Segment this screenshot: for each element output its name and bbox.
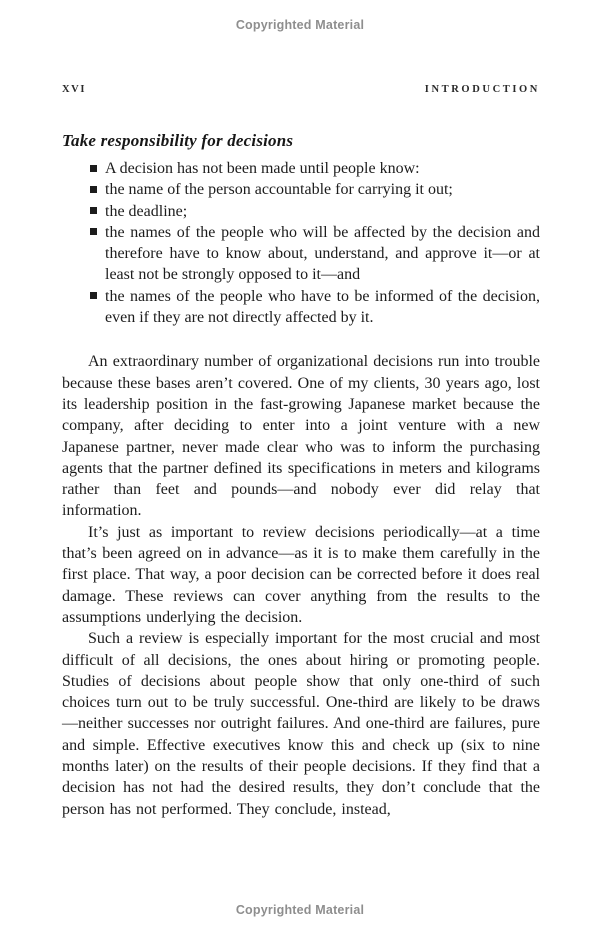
paragraph: An extraordinary number of organizational decisions run into trouble because these bases aren’t covered. One of my clients, 30 years ago, lost its leadership position in the fast-growing Japanese market because the company, after deciding to enter into a joint venture with a new Japanese partner, never made clear who was to inform the purchasing agents that the partner defined its specifications in meters and kilograms rather than feet and pounds—and nobody ever did relay that information.: [62, 353, 540, 520]
list-item-text: the names of the people who have to be informed of the decision, even if they are not directly affected by it.: [105, 287, 540, 327]
list-item: [90, 158, 540, 179]
square-bullet-icon: [90, 292, 97, 299]
running-header: [62, 84, 540, 95]
paragraph: It’s just as important to review decisions periodically—at a time that’s been agreed on in advance—as it is to make them carefully in the first place. That way, a poor decision can be corrected before it does real damage. These reviews can cover anything from the results to the assumptions underlying the decision.: [62, 523, 540, 626]
section-heading: Take responsibility for decisions: [62, 131, 294, 150]
list-item: [90, 201, 540, 222]
list-item: [90, 286, 540, 329]
list-item: [90, 179, 540, 200]
page-number: XVI: [62, 84, 87, 95]
decision-checklist: [90, 158, 540, 328]
square-bullet-icon: [90, 207, 97, 214]
square-bullet-icon: [90, 165, 97, 172]
copyright-watermark-top: Copyrighted Material: [235, 18, 365, 32]
copyright-watermark-bottom: Copyrighted Material: [235, 903, 365, 917]
square-bullet-icon: [90, 186, 97, 193]
square-bullet-icon: [90, 228, 97, 235]
list-item-text: A decision has not been made until people know:: [105, 160, 420, 177]
body-text: [62, 351, 540, 820]
list-item-text: the deadline;: [105, 202, 188, 220]
list-item-text: the name of the person accountable for carrying it out;: [105, 181, 453, 199]
paragraph: Such a review is especially important for the most crucial and most difficult of all decisions, the ones about hiring or promoting people. Studies of decisions about people show that only one-third of such choices turn out to be truly successful. One-third are likely to be draws—neither successes nor outright failures. And one-third are failures, pure and simple. Effective executives know this and check up (six to nine months later) on the results of their people decisions. If they find that a decision has not had the desired results, they don’t conclude that the person has not performed. They conclude, instead,: [62, 630, 540, 818]
page-content: [62, 131, 540, 820]
chapter-title: INTRODUCTION: [424, 84, 540, 95]
list-item: [90, 222, 540, 286]
list-item-text: the names of the people who will be affected by the decision and therefore have to know about, understand, and approve it—or at least not be strongly opposed to it—and: [105, 223, 540, 284]
